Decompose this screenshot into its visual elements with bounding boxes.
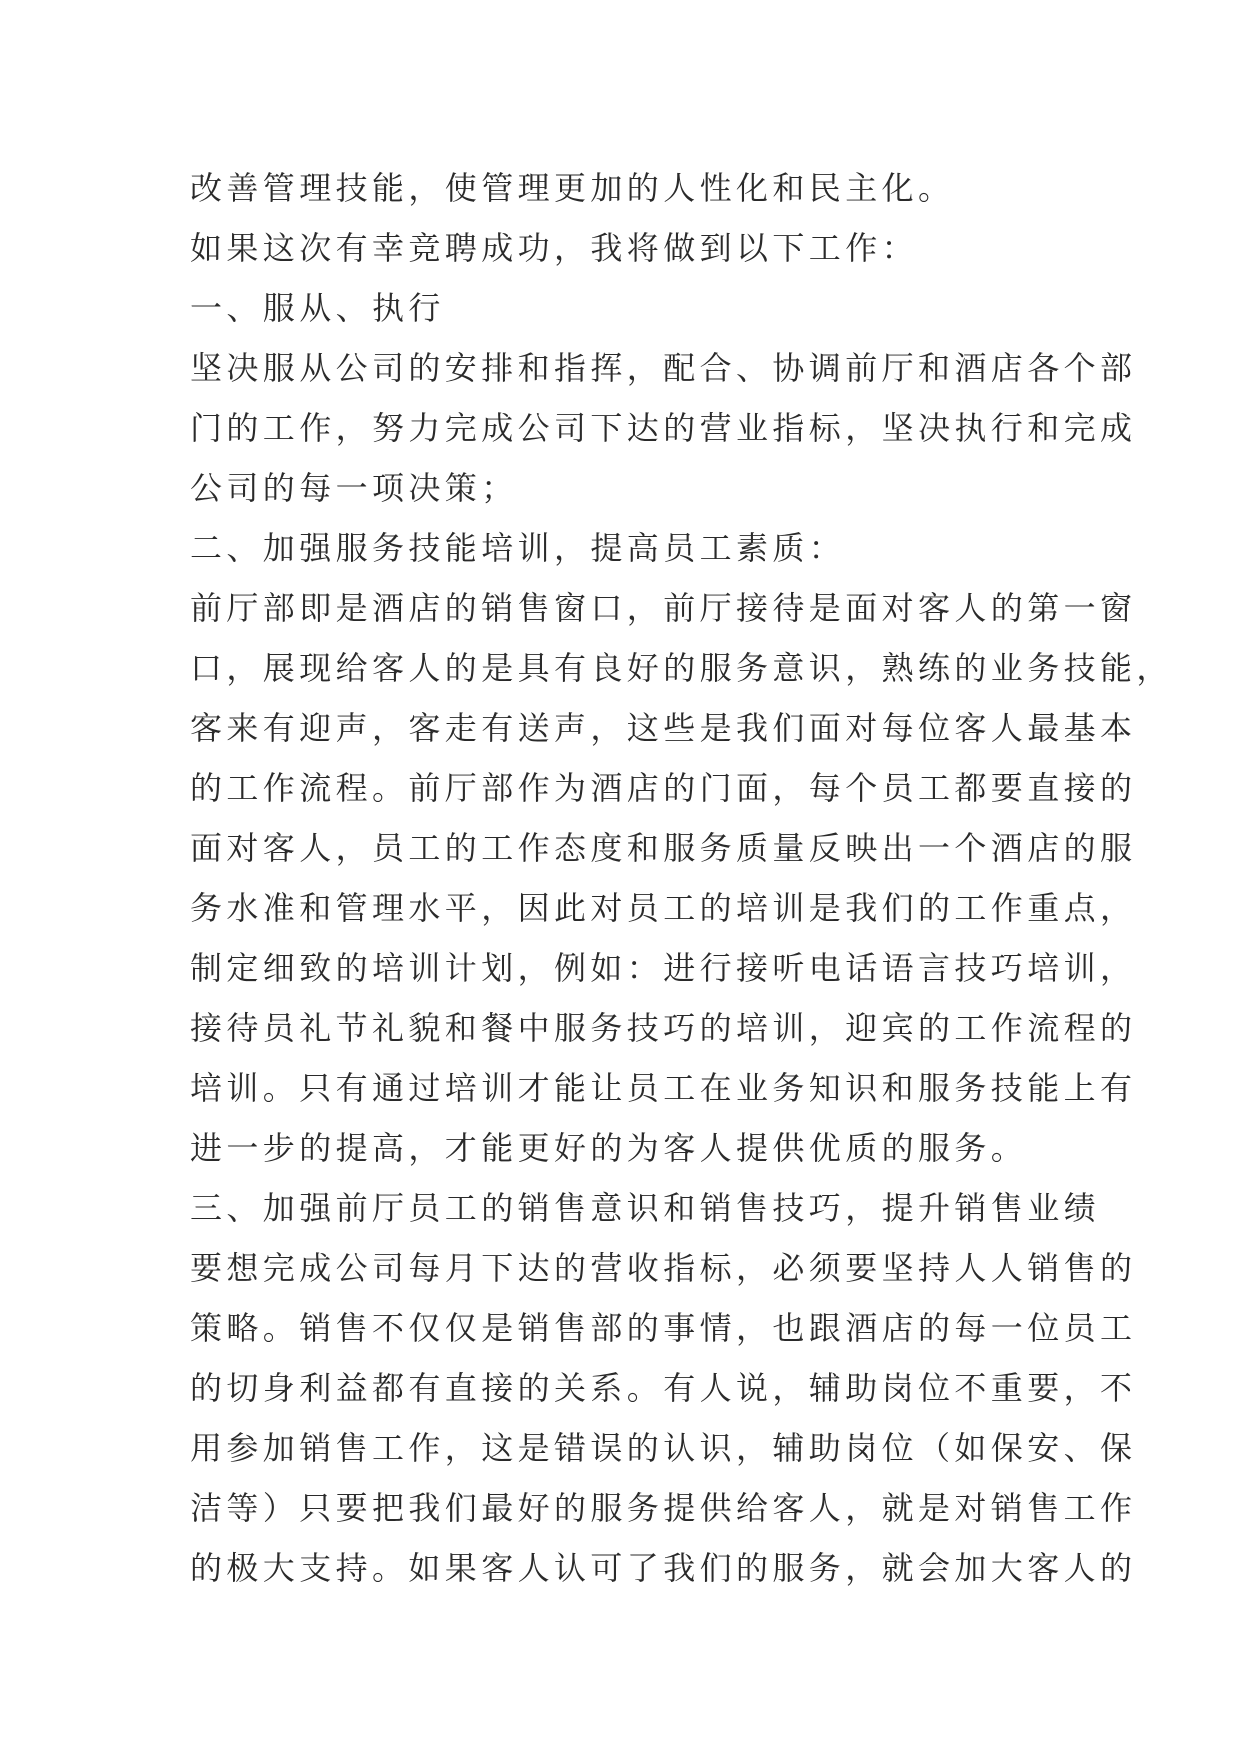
- text-line: 务水准和管理水平，因此对员工的培训是我们的工作重点，: [190, 889, 1137, 927]
- text-line: 策略。销售不仅仅是销售部的事情，也跟酒店的每一位员工: [190, 1309, 1137, 1347]
- text-line: 坚决服从公司的安排和指挥，配合、协调前厅和酒店各个部: [190, 349, 1137, 387]
- text-line: 的切身利益都有直接的关系。有人说，辅助岗位不重要，不: [190, 1369, 1137, 1407]
- text-line: 进一步的提高，才能更好的为客人提供优质的服务。: [190, 1129, 1028, 1167]
- text-line: 公司的每一项决策；: [190, 469, 518, 507]
- text-line: 改善管理技能，使管理更加的人性化和民主化。: [190, 169, 955, 207]
- text-line: 制定细致的培训计划，例如：进行接听电话语言技巧培训，: [190, 949, 1137, 987]
- text-line: 洁等）只要把我们最好的服务提供给客人，就是对销售工作: [190, 1489, 1137, 1527]
- text-line: 口，展现给客人的是具有良好的服务意识，熟练的业务技能，: [190, 649, 1173, 687]
- section-heading: 二、加强服务技能培训，提高员工素质：: [190, 529, 846, 567]
- text-line: 门的工作，努力完成公司下达的营业指标，坚决执行和完成: [190, 409, 1137, 447]
- text-line: 客来有迎声，客走有送声，这些是我们面对每位客人最基本: [190, 709, 1137, 747]
- text-line: 培训。只有通过培训才能让员工在业务知识和服务技能上有: [190, 1069, 1137, 1107]
- text-line: 用参加销售工作，这是错误的认识，辅助岗位（如保安、保: [190, 1429, 1137, 1467]
- document-body: [190, 158, 1173, 1598]
- text-line: 接待员礼节礼貌和餐中服务技巧的培训，迎宾的工作流程的: [190, 1009, 1137, 1047]
- text-line: 的工作流程。前厅部作为酒店的门面，每个员工都要直接的: [190, 769, 1137, 807]
- text-line: 要想完成公司每月下达的营收指标，必须要坚持人人销售的: [190, 1249, 1137, 1287]
- text-line: 前厅部即是酒店的销售窗口，前厅接待是面对客人的第一窗: [190, 589, 1137, 627]
- section-heading: 三、加强前厅员工的销售意识和销售技巧，提升销售业绩: [190, 1189, 1101, 1227]
- text-line: 面对客人，员工的工作态度和服务质量反映出一个酒店的服: [190, 829, 1137, 867]
- section-heading: 一、服从、执行: [190, 289, 445, 327]
- text-line: 如果这次有幸竞聘成功，我将做到以下工作：: [190, 229, 919, 267]
- text-line: 的极大支持。如果客人认可了我们的服务，就会加大客人的: [190, 1549, 1137, 1587]
